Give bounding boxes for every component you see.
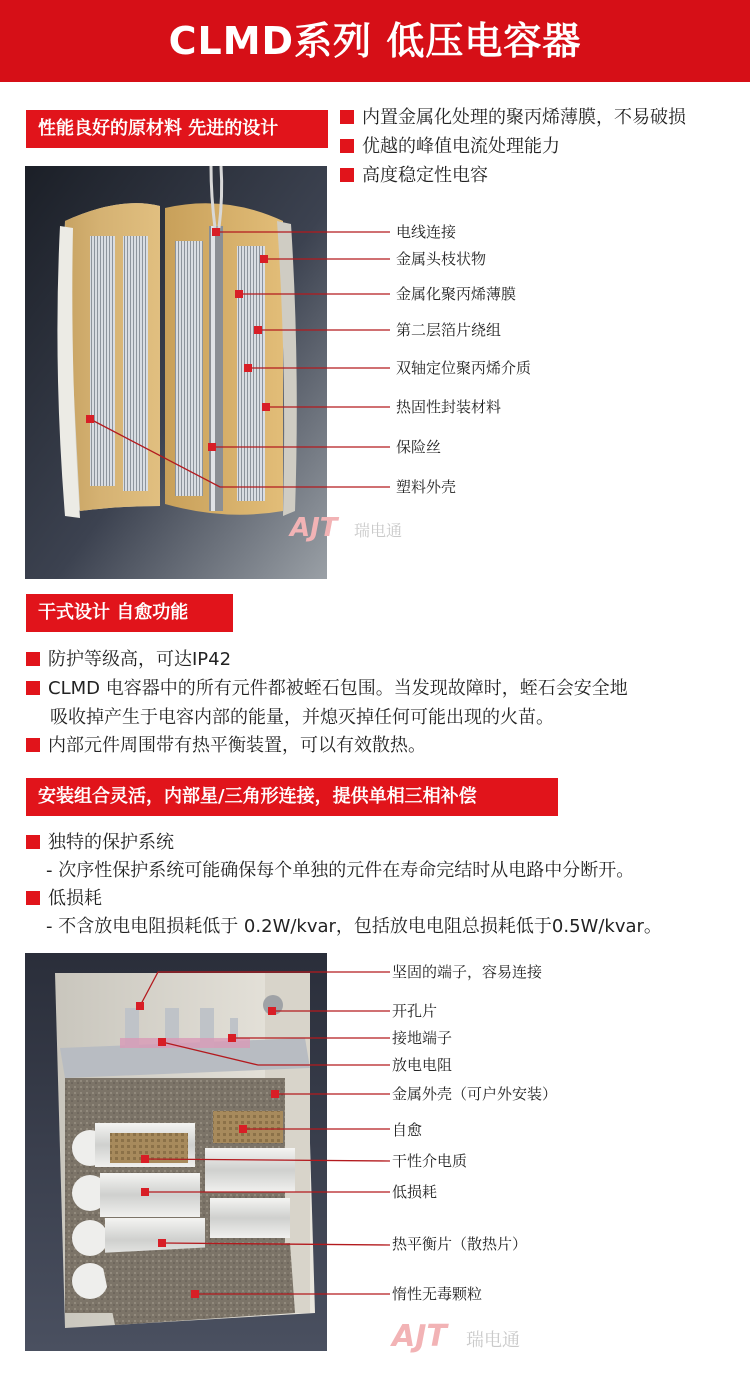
- callout-dot: [158, 1038, 166, 1046]
- callout-dot: [141, 1188, 149, 1196]
- callout-dot: [141, 1155, 149, 1163]
- bullet-text: CLMD 电容器中的所有元件都被蛭石包围。当发现故障时，蛭石会安全地: [48, 678, 628, 699]
- watermark-text: 瑞电通: [466, 1330, 520, 1351]
- callout-dot: [136, 1002, 144, 1010]
- page-title: CLMD系列 低压电容器: [0, 0, 750, 82]
- callout-dot: [262, 403, 270, 411]
- bullet-text: 优越的峰值电流处理能力: [362, 136, 560, 157]
- callout-label: 干性介电质: [392, 1152, 468, 1170]
- svg-text:AJT: AJT: [290, 513, 338, 543]
- section1-leader-lines: [0, 0, 750, 600]
- callout-label: 低损耗: [392, 1183, 438, 1201]
- callout-label: 第二层箔片绕组: [396, 321, 502, 339]
- bullet-continuation: 吸收掉产生于电容内部的能量，并熄灭掉任何可能出现的火苗。: [50, 707, 554, 728]
- bullet-detail: - 不含放电电阻损耗低于 0.2W/kvar，包括放电电阻总损耗低于0.5W/kvar。: [46, 916, 662, 937]
- callout-dot: [235, 290, 243, 298]
- callout-label: 坚固的端子，容易连接: [392, 963, 543, 981]
- callout-label: 金属外壳（可户外安装）: [392, 1085, 558, 1103]
- bullet-square-icon: [26, 835, 40, 849]
- callout-label: 开孔片: [392, 1002, 438, 1020]
- callout-label: 接地端子: [392, 1029, 453, 1047]
- svg-text:AJT: AJT: [392, 1319, 447, 1354]
- bullet-text: 独特的保护系统: [48, 832, 174, 853]
- callout-label: 塑料外壳: [396, 478, 457, 496]
- feature-bullet: [26, 646, 231, 674]
- feature-bullet: [26, 885, 102, 913]
- callout-label: 电线连接: [396, 223, 457, 241]
- bullet-text: 低损耗: [48, 888, 102, 909]
- callout-label: 自愈: [392, 1121, 423, 1139]
- bullet-square-icon: [26, 652, 40, 666]
- callout-dot: [158, 1239, 166, 1247]
- callout-dot: [244, 364, 252, 372]
- callout-dot: [271, 1090, 279, 1098]
- callout-label: 热固性封装材料: [396, 398, 502, 416]
- callout-label: 惰性无毒颗粒: [392, 1285, 483, 1303]
- callout-dot: [212, 228, 220, 236]
- section4-leader-lines: [0, 940, 750, 1340]
- bullet-square-icon: [26, 891, 40, 905]
- callout-dot: [86, 415, 94, 423]
- bullet-text: 防护等级高，可达IP42: [48, 649, 232, 670]
- bullet-detail: - 次序性保护系统可能确保每个单独的元件在寿命完结时从电路中分断开。: [46, 860, 635, 881]
- section-tag-materials: 性能良好的原材料 先进的设计: [26, 110, 328, 148]
- bullet-text: 内部元件周围带有热平衡装置，可以有效散热。: [48, 735, 426, 756]
- watermark-text: 瑞电通: [354, 521, 403, 540]
- feature-bullet: [26, 732, 426, 760]
- callout-dot: [191, 1290, 199, 1298]
- callout-dot: [228, 1034, 236, 1042]
- brand-watermark: [290, 512, 420, 546]
- callout-dot: [260, 255, 268, 263]
- feature-bullet: [26, 829, 174, 857]
- bullet-text: 高度稳定性电容: [362, 165, 488, 186]
- bullet-square-icon: [26, 681, 40, 695]
- callout-label: 保险丝: [396, 438, 442, 456]
- brand-watermark: [392, 1318, 532, 1356]
- callout-label: 金属化聚丙烯薄膜: [396, 285, 517, 303]
- section-tag-installation: 安装组合灵活，内部星/三角形连接，提供单相三相补偿: [26, 778, 558, 816]
- callout-label: 放电电阻: [392, 1056, 453, 1074]
- bullet-square-icon: [26, 738, 40, 752]
- callout-dot: [254, 326, 262, 334]
- callout-dot: [239, 1125, 247, 1133]
- bullet-text: 内置金属化处理的聚丙烯薄膜，不易破损: [362, 107, 686, 128]
- callout-label: 热平衡片（散热片）: [392, 1235, 528, 1253]
- callout-dot: [268, 1007, 276, 1015]
- callout-label: 金属头枝状物: [396, 250, 487, 268]
- section-tag-dry-design: 干式设计 自愈功能: [26, 594, 233, 632]
- callout-label: 双轴定位聚丙烯介质: [396, 359, 532, 377]
- feature-bullet: [26, 675, 628, 703]
- callout-dot: [208, 443, 216, 451]
